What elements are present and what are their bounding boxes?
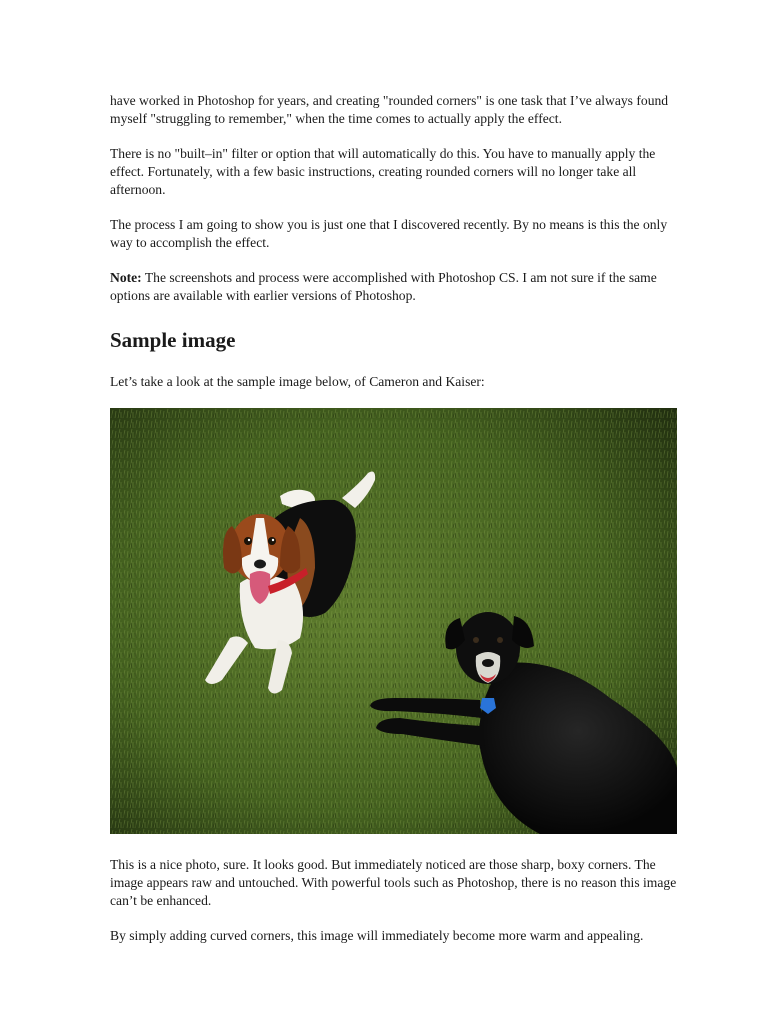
paragraph-sample-intro: Let’s take a look at the sample image below, of Cameron and Kaiser: (110, 374, 485, 389)
paragraph-intro: have worked in Photoshop for years, and creating "rounded corners" is one task that I’ve always found myself "struggling to remember," when the time comes to actually apply the effect. (110, 93, 669, 126)
paragraph-curved-corners: By simply adding curved corners, this image will immediately become more warm and appealing. (110, 928, 644, 943)
article (110, 92, 678, 962)
dogs-on-grass-photo (110, 408, 677, 834)
note-text: The screenshots and process were accomplished with Photoshop CS. I am not sure if the same options are available with earlier versions of Photoshop. (110, 270, 657, 303)
paragraph-process: The process I am going to show you is just one that I discovered recently. By no means is this the only way to accomplish the effect. (110, 217, 668, 250)
paragraph-boxy-corners: This is a nice photo, sure. It looks good. But immediately noticed are those sharp, boxy corners. The image appears raw and untouched. With powerful tools such as Photoshop, there is no reason this image can’t be enhanced. (110, 857, 677, 908)
note-label: Note: (110, 270, 142, 285)
section-heading: Sample image (110, 328, 236, 352)
note-paragraph (110, 269, 678, 305)
paragraph-no-filter: There is no "built–in" filter or option that will automatically do this. You have to manually apply the effect. Fortunately, with a few basic instructions, creating rounded corners will no longer take all afternoon. (110, 146, 656, 197)
